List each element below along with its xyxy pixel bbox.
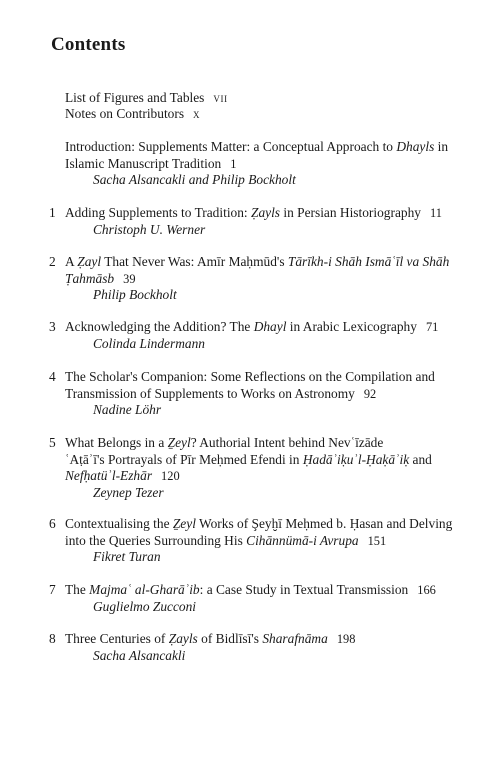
entry-title-part: Acknowledging the Addition? The	[65, 319, 254, 334]
entry-author: Philip Bockholt	[93, 287, 177, 302]
entry-author: Colinda Lindermann	[93, 335, 205, 351]
entry-page: 166	[417, 583, 436, 597]
entry-title-part: ʿAṭāʾī's Portrayals of Pīr Meḥmed Efendi in	[65, 451, 303, 467]
contents-heading: Contents	[51, 34, 126, 55]
entry-title-part: Contextualising the	[65, 516, 173, 531]
entry-page: 92	[363, 386, 377, 401]
entry-title-part: Introduction: Supplements Matter: a Conceptual Approach to	[65, 139, 397, 154]
entry-title-part: A	[65, 254, 78, 269]
chapter-number: 4	[49, 369, 56, 384]
entry-title-italic: Dhayl	[253, 319, 287, 334]
entry-author: Christoph U. Werner	[93, 221, 206, 237]
entry-page: 39	[123, 271, 136, 286]
chapter-number: 1	[49, 205, 56, 220]
entry-page: 1	[230, 156, 237, 171]
entry-title-part: What Belongs in a	[65, 435, 168, 450]
entry-title-part: Adding Supplements to Tradition:	[65, 205, 251, 220]
entry-title-italic: Ḥadāʾiḳuʾl-Ḥaḳāʾiḳ	[302, 451, 410, 467]
entry-title-part: Works of Şeyḫī Meḥmed b. Ḥasan and Delving	[195, 516, 453, 531]
entry-author: Fikret Turan	[93, 549, 161, 564]
entry-author: Sacha Alsancakli and Philip Bockholt	[93, 172, 296, 187]
entry-title-italic: Ẕeyl	[167, 435, 191, 450]
chapter-number: 7	[49, 582, 56, 597]
entry-page: 120	[161, 469, 180, 483]
entry-page: 151	[367, 533, 387, 548]
entry-title-italic: Ẓayl	[77, 254, 102, 269]
entry-page: 198	[336, 632, 356, 646]
entry-title-part: into the Queries Surrounding His	[65, 532, 247, 548]
entry-title-italic: Ẕeyl	[172, 516, 196, 531]
entry-title: Notes on Contributors	[65, 106, 185, 121]
entry-author: Guglielmo Zucconi	[93, 598, 197, 614]
entry-page: 11	[430, 206, 442, 220]
entry-page: x	[193, 107, 201, 121]
entry-title-part: and	[409, 451, 432, 467]
entry-title-part: ? Authorial Intent behind Nevʿīzāde	[190, 435, 384, 450]
entry-title-part: in	[434, 139, 449, 154]
chapter-number: 2	[49, 254, 56, 269]
entry-title-part: in Arabic Lexicography	[286, 319, 417, 334]
entry-title-part: Three Centuries of	[65, 631, 169, 646]
entry-title-italic: Sharafnāma	[262, 631, 328, 646]
entry-title-part: of Bidlīsī's	[197, 631, 263, 646]
entry-title-part: : a Case Study in Textual Transmission	[199, 582, 409, 597]
entry-title-italic: Tārīkh-i Shāh Ismāʿīl va Shāh	[287, 254, 450, 269]
entry-title-part: in Persian Historiography	[280, 205, 421, 220]
entry-author: Nadine Löhr	[93, 402, 162, 417]
chapter-number: 5	[49, 435, 56, 450]
entry-title-part: That Never Was: Amīr Maḥmūd's	[101, 254, 288, 269]
entry-page: vii	[213, 91, 228, 105]
entry-title: List of Figures and Tables	[65, 90, 205, 105]
entry-title-italic: Cihānnümā-i Avrupa	[246, 532, 359, 548]
chapter-number: 3	[49, 319, 56, 334]
chapter-number: 8	[49, 631, 56, 646]
entry-title-part: The Scholar's Companion: Some Reflections on the Compilation and	[65, 369, 435, 384]
entry-title-italic: Dhayls	[396, 139, 435, 154]
entry-title-italic: Ṭahmāsb	[65, 270, 115, 286]
entry-title-part: The	[65, 582, 90, 597]
chapter-number: 6	[49, 516, 56, 531]
entry-page: 71	[425, 320, 439, 334]
entry-title-italic: Nefḥatüʾl-Ezhār	[65, 468, 153, 483]
entry-title-italic: Ẓayls	[168, 631, 198, 646]
entry-author: Sacha Alsancakli	[93, 647, 186, 663]
entry-title-italic: Majmaʿ al-Gharāʾib	[89, 582, 200, 597]
entry-title-part: Transmission of Supplements to Works on Astronomy	[65, 385, 355, 401]
entry-author: Zeynep Tezer	[93, 484, 164, 500]
entry-title-italic: Ẓayls	[251, 205, 281, 220]
entry-title-part: Islamic Manuscript Tradition	[65, 155, 222, 171]
